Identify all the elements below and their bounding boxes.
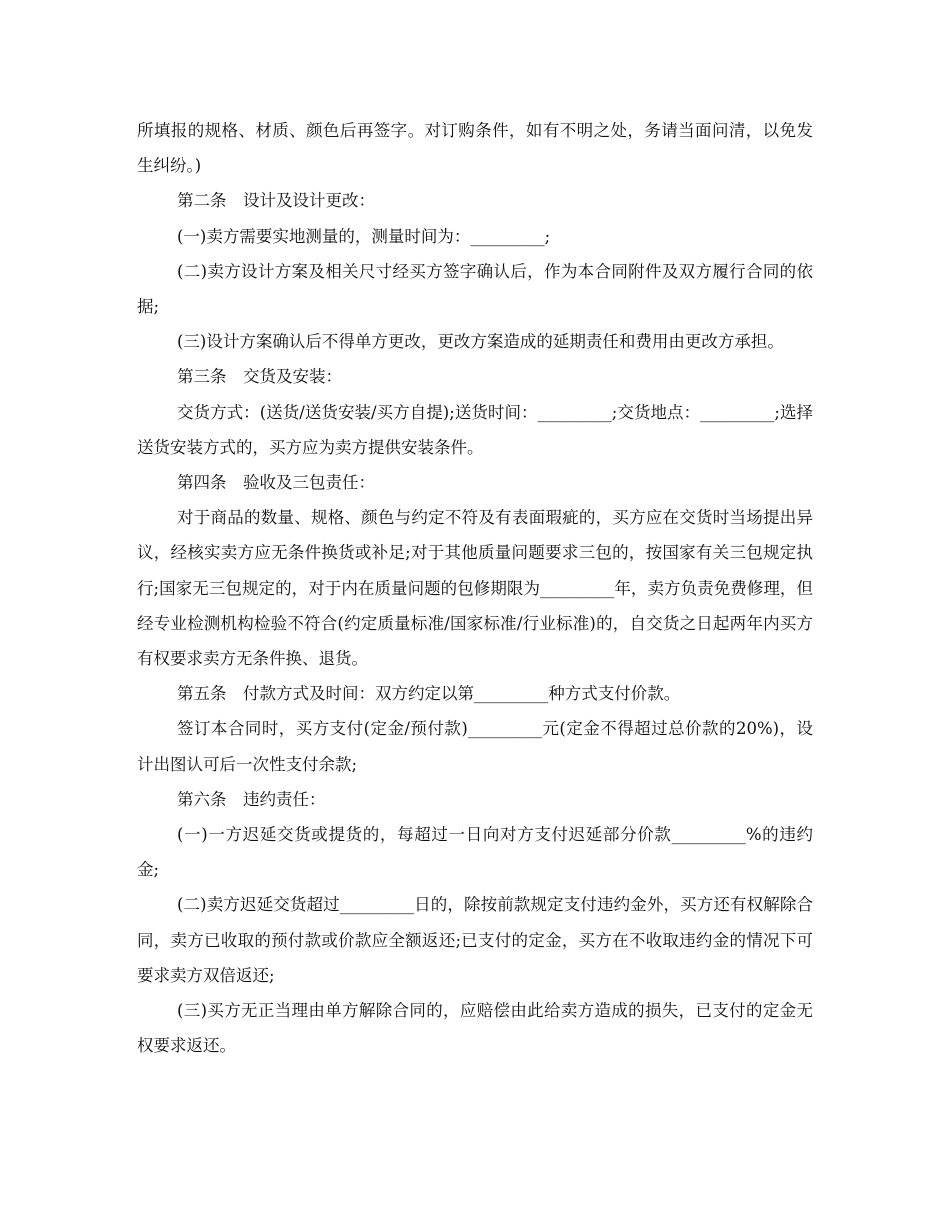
contract-body [137, 113, 813, 1063]
article-4-inspection-terms: 对于商品的数量、规格、颜色与约定不符及有表面瑕疵的，买方应在交货时当场提出异议，经核实卖方应无条件换货或补足;对于其他质量问题要求三包的，按国家有关三包规定执行;国家无三包规定的，对于内在质量问题的包修期限为_________年，卖方负责免费修理，但经专业检测机构检验不符合(约定质量标准/国家标准/行业标准)的，自交货之日起两年内买方有权要求卖方无条件换、退货。 [137, 508, 813, 669]
article-5-deposit-terms: 签订本合同时，买方支付(定金/预付款)_________元(定金不得超过总价款的20%)，设计出图认可后一次性支付余款; [137, 719, 813, 774]
article-2-item-1: (一)卖方需要实地测量的，测量时间为：_________; [177, 226, 551, 246]
article-6-item-1: (一)一方迟延交货或提货的，每超过一日向对方支付迟延部分价款_________%的违约金; [137, 825, 813, 880]
article-3-heading: 第三条 交货及安装： [177, 367, 342, 387]
article-3-delivery-terms: 交货方式：(送货/送货安装/买方自提);送货时间：_________;交货地点：_________;选择送货安装方式的，买方应为卖方提供安装条件。 [137, 402, 813, 457]
article-6-item-3: (三)买方无正当理由单方解除合同的，应赔偿由此给卖方造成的损失，已支付的定金无权要求返还。 [137, 1001, 813, 1056]
article-6-item-2: (二)卖方迟延交货超过_________日的，除按前款规定支付违约金外，买方还有权解除合同，卖方已收取的预付款或价款应全额返还;已支付的定金，买方在不收取违约金的情况下可要求卖方双倍返还; [137, 895, 813, 985]
article-2-item-2: (二)卖方设计方案及相关尺寸经买方签字确认后，作为本合同附件及双方履行合同的依据; [137, 261, 813, 317]
paragraph-continued-signing-note: 所填报的规格、材质、颜色后再签字。对订购条件，如有不明之处，务请当面问清，以免发生纠纷。) [137, 121, 813, 176]
article-5-payment-terms: 第五条 付款方式及时间：双方约定以第_________种方式支付价款。 [177, 684, 681, 704]
article-2-item-3: (三)设计方案确认后不得单方更改，更改方案造成的延期责任和费用由更改方承担。 [177, 332, 784, 352]
article-6-heading: 第六条 违约责任： [177, 789, 326, 809]
article-2-heading: 第二条 设计及设计更改： [177, 191, 375, 211]
article-4-heading: 第四条 验收及三包责任： [177, 473, 375, 493]
